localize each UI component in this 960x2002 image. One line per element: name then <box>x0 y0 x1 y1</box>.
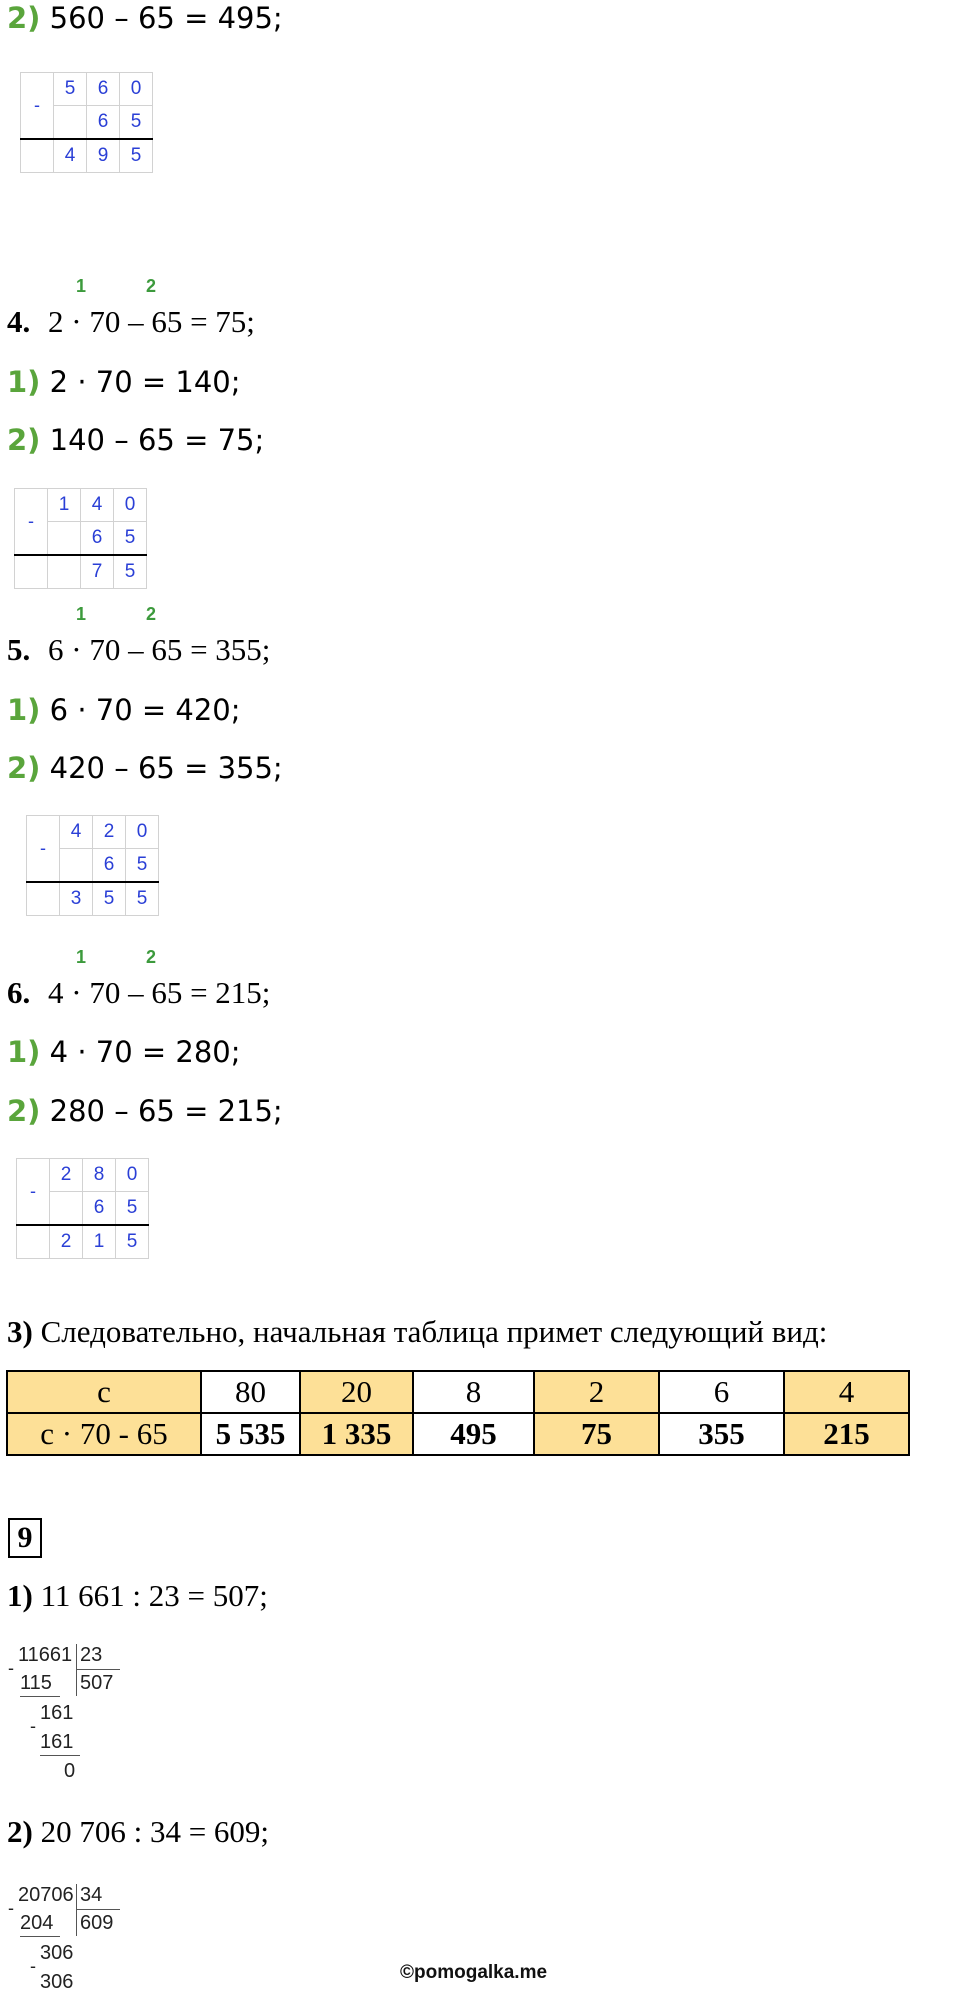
digit: 0 <box>116 1159 149 1192</box>
subtraction-line <box>20 1696 60 1697</box>
table-cell: c · 70 - 65 <box>7 1413 201 1455</box>
table-cell: 495 <box>413 1413 534 1455</box>
task6-expression <box>7 975 270 1011</box>
task5-step1 <box>7 692 241 728</box>
expression: 6 · 70 – 65 = 355; <box>48 632 271 667</box>
digit: 5 <box>126 849 159 883</box>
step-number: 2) <box>7 1094 41 1128</box>
empty-cell <box>27 882 60 916</box>
table-cell: 20 <box>300 1371 413 1413</box>
division-bar <box>76 1884 77 1936</box>
task6-step2 <box>7 1093 283 1129</box>
minus-sign: - <box>21 73 54 140</box>
minus-sign: - <box>15 489 48 556</box>
table-cell: 2 <box>534 1371 659 1413</box>
digit: 5 <box>126 882 159 916</box>
expression: 2 · 70 – 65 = 75; <box>48 304 255 339</box>
digit: 5 <box>120 106 153 140</box>
task-box-number: 9 <box>8 1518 42 1558</box>
task5-expression <box>7 632 270 668</box>
digit: 0 <box>114 489 147 522</box>
digit: 6 <box>87 73 120 106</box>
step-number: 2) <box>7 1 41 35</box>
digit <box>54 106 87 140</box>
dividend: 11661 <box>18 1644 73 1666</box>
minus-sign: - <box>30 1716 36 1736</box>
column-subtraction-task6 <box>16 1158 149 1259</box>
order-mark-1: 1 <box>76 604 87 624</box>
digit: 6 <box>83 1192 116 1226</box>
step-expression: 6 · 70 = 420; <box>49 693 241 727</box>
site-watermark: ©pomogalka.me <box>400 1962 548 1983</box>
quotient-line <box>76 1669 120 1670</box>
task-number: 5. <box>7 632 31 667</box>
empty-cell <box>15 555 48 589</box>
step-expression: 420 – 65 = 355; <box>49 751 283 785</box>
subtrahend: 115 <box>20 1672 52 1694</box>
table-cell: 75 <box>534 1413 659 1455</box>
quotient: 609 <box>80 1912 114 1934</box>
conclusion-text: Следовательно, начальная таблица примет следующий вид: <box>40 1314 828 1349</box>
digit: 3 <box>60 882 93 916</box>
digit: 6 <box>81 522 114 556</box>
part-number: 1) <box>7 1578 33 1613</box>
top-step2 <box>7 0 283 36</box>
table-row <box>7 1371 909 1413</box>
subtraction-line <box>40 1755 80 1756</box>
digit <box>60 849 93 883</box>
conclusion-line <box>7 1314 827 1350</box>
minus-sign: - <box>17 1159 50 1226</box>
empty-cell <box>17 1225 50 1259</box>
step-number: 1) <box>7 365 41 399</box>
digit <box>48 522 81 556</box>
digit: 7 <box>81 555 114 589</box>
digit: 6 <box>93 849 126 883</box>
digit: 2 <box>50 1225 83 1259</box>
task-number: 6. <box>7 975 31 1010</box>
digit: 5 <box>93 882 126 916</box>
digit: 0 <box>120 73 153 106</box>
step-expression: 560 – 65 = 495; <box>49 1 283 35</box>
step-expression: 140 – 65 = 75; <box>49 423 265 457</box>
step-number: 3) <box>7 1314 33 1349</box>
digit: 4 <box>60 816 93 849</box>
remainder-step: 161 <box>40 1702 74 1724</box>
order-mark-2: 2 <box>146 276 157 296</box>
subtrahend: 161 <box>40 1731 74 1753</box>
divisor: 34 <box>80 1884 103 1906</box>
table-cell: 80 <box>201 1371 300 1413</box>
empty-cell <box>21 139 54 173</box>
table-cell: 6 <box>659 1371 784 1413</box>
digit: 5 <box>116 1225 149 1259</box>
task4-step2 <box>7 422 264 458</box>
step-expression: 2 · 70 = 140; <box>49 365 241 399</box>
column-subtraction-top <box>20 72 153 173</box>
part-number: 2) <box>7 1814 33 1849</box>
minus-sign: - <box>8 1898 14 1918</box>
subtrahend: 306 <box>40 1971 74 1993</box>
quotient-line <box>76 1909 120 1910</box>
minus-sign: - <box>30 1956 36 1976</box>
table-cell: 215 <box>784 1413 909 1455</box>
task9-part1 <box>7 1578 268 1614</box>
digit: 5 <box>120 139 153 173</box>
minus-sign: - <box>27 816 60 883</box>
remainder-step: 306 <box>40 1942 74 1964</box>
minus-sign: - <box>8 1658 14 1678</box>
table-cell: 8 <box>413 1371 534 1413</box>
part-expression: 11 661 : 23 = 507; <box>40 1578 268 1613</box>
table-cell: 355 <box>659 1413 784 1455</box>
division-bar <box>76 1644 77 1696</box>
column-subtraction-task5 <box>26 815 159 916</box>
order-mark-1: 1 <box>76 276 87 296</box>
digit: 6 <box>87 106 120 140</box>
long-division-1 <box>8 1644 118 1794</box>
task4-expression <box>7 304 255 340</box>
step-number: 1) <box>7 1035 41 1069</box>
digit: 1 <box>83 1225 116 1259</box>
table-cell: 4 <box>784 1371 909 1413</box>
quotient: 507 <box>80 1672 114 1694</box>
digit: 5 <box>54 73 87 106</box>
task-number: 4. <box>7 304 31 339</box>
task6-step1 <box>7 1034 241 1070</box>
remainder: 0 <box>64 1760 76 1782</box>
step-number: 1) <box>7 693 41 727</box>
task9-part2 <box>7 1814 269 1850</box>
digit: 4 <box>81 489 114 522</box>
long-division-2 <box>8 1884 118 2000</box>
digit: 0 <box>126 816 159 849</box>
expression: 4 · 70 – 65 = 215; <box>48 975 271 1010</box>
column-subtraction-task4 <box>14 488 147 589</box>
order-mark-2: 2 <box>146 947 157 967</box>
step-expression: 4 · 70 = 280; <box>49 1035 241 1069</box>
digit: 2 <box>50 1159 83 1192</box>
task5-step2 <box>7 750 283 786</box>
digit <box>48 555 81 589</box>
digit: 4 <box>54 139 87 173</box>
result-table <box>6 1370 910 1456</box>
digit: 2 <box>93 816 126 849</box>
dividend: 20706 <box>18 1884 74 1906</box>
digit: 1 <box>48 489 81 522</box>
digit: 8 <box>83 1159 116 1192</box>
subtraction-line <box>20 1936 60 1937</box>
table-cell: 1 335 <box>300 1413 413 1455</box>
table-cell: c <box>7 1371 201 1413</box>
digit: 5 <box>114 555 147 589</box>
digit: 5 <box>116 1192 149 1226</box>
subtrahend: 204 <box>20 1912 54 1934</box>
step-number: 2) <box>7 423 41 457</box>
order-mark-1: 1 <box>76 947 87 967</box>
task4-step1 <box>7 364 241 400</box>
order-mark-2: 2 <box>146 604 157 624</box>
digit: 5 <box>114 522 147 556</box>
table-cell: 5 535 <box>201 1413 300 1455</box>
divisor: 23 <box>80 1644 103 1666</box>
part-expression: 20 706 : 34 = 609; <box>40 1814 270 1849</box>
digit <box>50 1192 83 1226</box>
step-expression: 280 – 65 = 215; <box>49 1094 283 1128</box>
table-row <box>7 1413 909 1455</box>
step-number: 2) <box>7 751 41 785</box>
digit: 9 <box>87 139 120 173</box>
